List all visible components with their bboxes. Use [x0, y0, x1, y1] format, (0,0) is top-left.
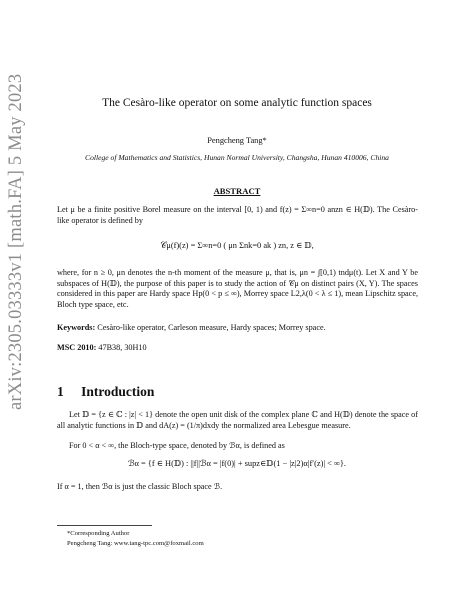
intro-paragraph-1: Let 𝔻 = {z ∈ ℂ : |z| < 1} denote the open unit disk of the complex plane ℂ and H(𝔻) denote the space of all analytic functions in 𝔻 and dA(z) = (1/π)dxdy the normalized area Lebesgue measure.: [57, 410, 418, 430]
section-heading: [57, 384, 154, 400]
footnote-corresponding: *Corresponding Author: [67, 530, 130, 537]
arxiv-identifier-stamp: arXiv:2305.03333v1 [math.FA] 5 May 2023: [6, 73, 26, 410]
author-name: Pengcheng Tang*: [207, 136, 267, 145]
footnote-email: Pengcheng Tang: www.tang-tpc.com@foxmail.com: [67, 540, 204, 547]
intro-paragraph-3: If α = 1, then ℬα is just the classic Bloch space ℬ.: [57, 482, 223, 491]
paper-title: The Cesàro-like operator on some analytic function spaces: [102, 97, 372, 109]
abstract-equation: 𝒞μ(f)(z) = Σ∞n=0 ( μn Σnk=0 ak ) zn, z ∈ 𝔻,: [160, 241, 314, 250]
keywords-line: [57, 323, 418, 334]
footnote-rule: [57, 525, 152, 526]
msc-text: 47B38, 30H10: [96, 343, 147, 352]
abstract-heading: ABSTRACT: [213, 186, 261, 196]
msc-label: MSC 2010:: [57, 343, 97, 352]
author-affiliation: College of Mathematics and Statistics, Hunan Normal University, Changsha, Hunan 410006, China: [85, 153, 389, 162]
keywords-text: Cesàro-like operator, Carleson measure, Hardy spaces; Morrey space.: [95, 323, 326, 332]
intro-paragraph-2: For 0 < α < ∞, the Bloch-type space, denoted by ℬα, is defined as: [69, 441, 285, 450]
section-title: Introduction: [81, 384, 155, 399]
section-number: 1: [57, 384, 64, 399]
intro-equation: ℬα = {f ∈ H(𝔻) : ||f||ℬα = |f(0)| + supz∈𝔻(1 − |z|2)α|f′(z)| < ∞}.: [127, 459, 347, 468]
abstract-paragraph-1: Let μ be a finite positive Borel measure on the interval [0, 1) and f(z) = Σ∞n=0 anzn ∈ H(𝔻). The Cesàro-like operator is defined by: [57, 205, 418, 225]
abstract-paragraph-2: where, for n ≥ 0, μn denotes the n-th moment of the measure μ, that is, μn = ∫[0,1) tndμ(t). Let X and Y be subspaces of H(𝔻), the purpose of this paper is to study the action of 𝒞μ on distinct pairs (X, Y). The spaces considered in this paper are Hardy space Hp(0 < p ≤ ∞), Morrey space L2,λ(0 < λ ≤ 1), mean Lipschitz space, Bloch type space, etc.: [57, 268, 418, 309]
msc-line: [57, 343, 418, 354]
keywords-label: Keywords:: [57, 323, 96, 332]
